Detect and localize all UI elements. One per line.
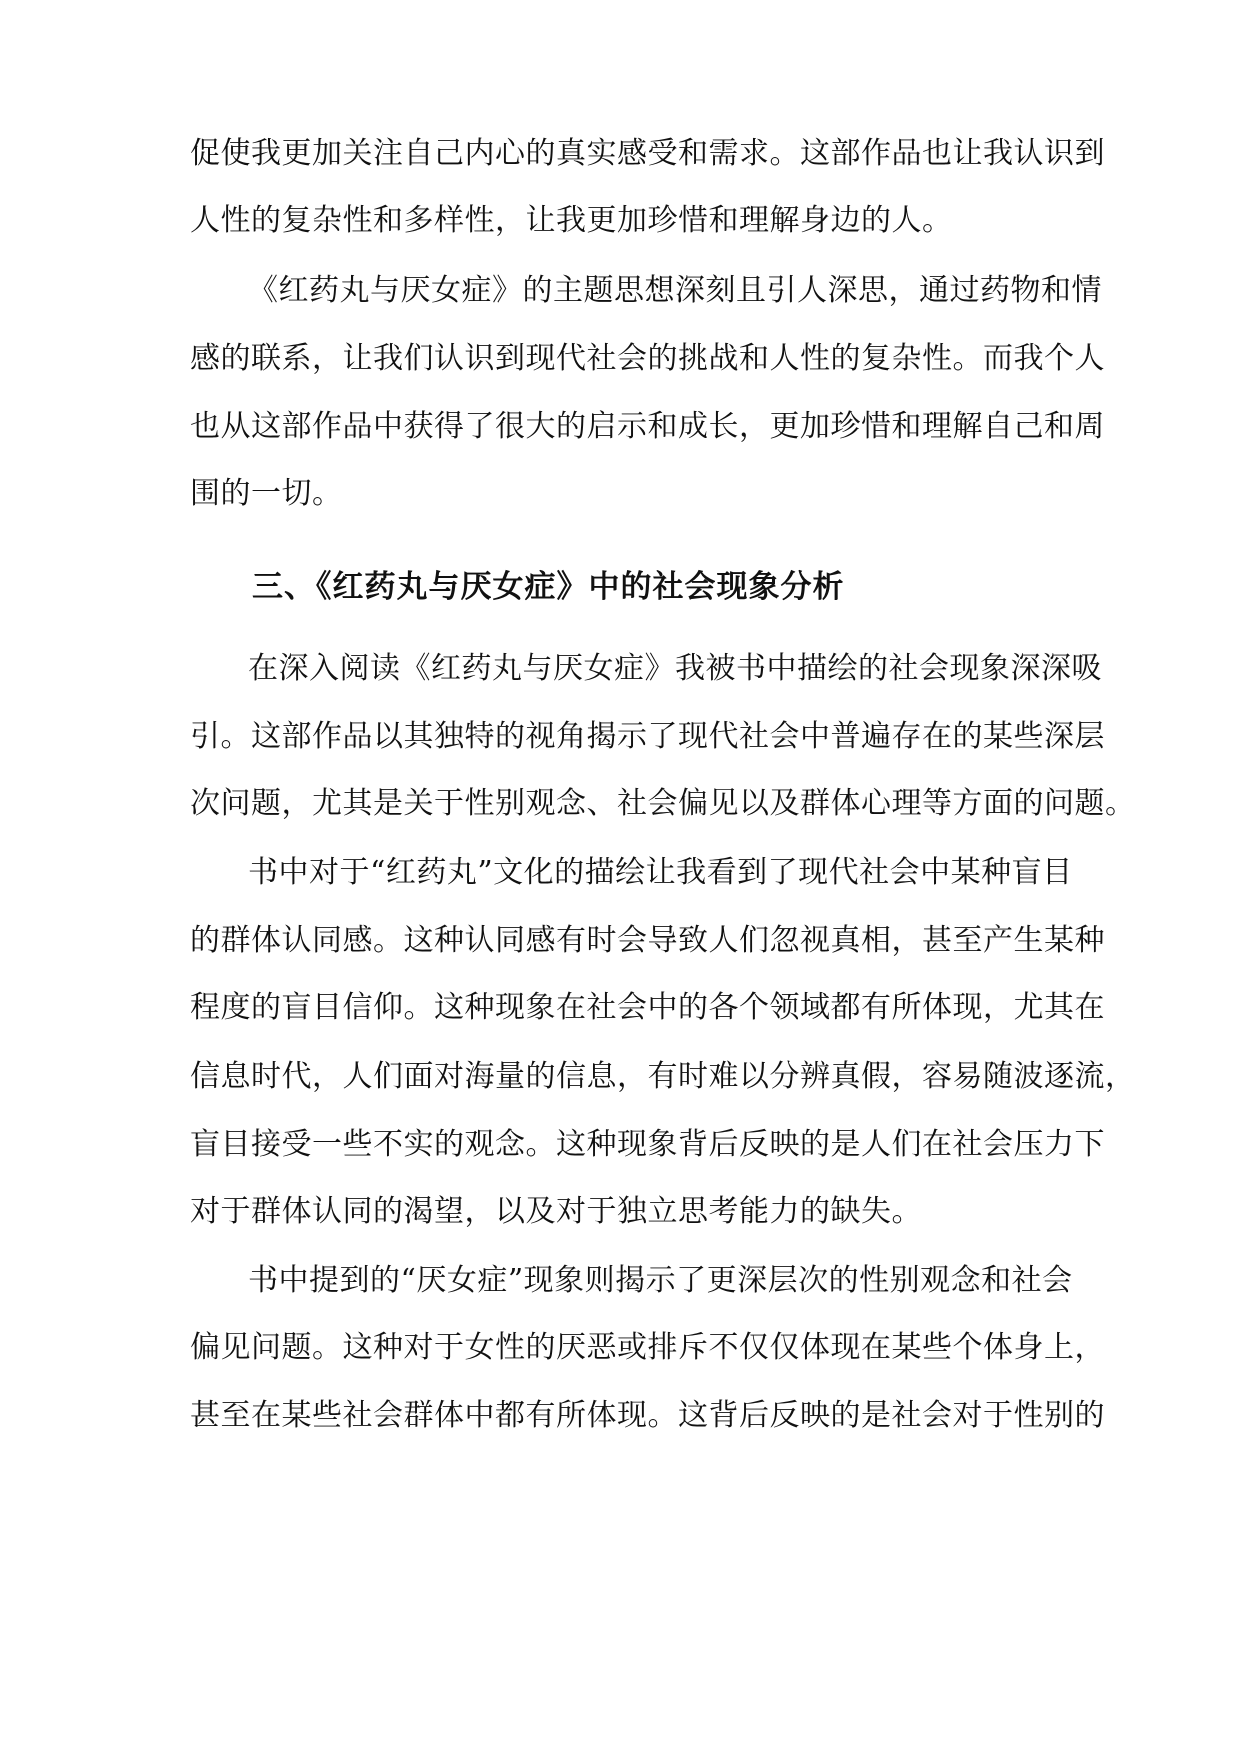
paragraph-line: 程度的盲目信仰。这种现象在社会中的各个领域都有所体现，尤其在 (190, 990, 1105, 1025)
paragraph-line: 书中提到的“厌女症”现象则揭示了更深层次的性别观念和社会 (248, 1263, 1073, 1298)
paragraph-line: 的群体认同感。这种认同感有时会导致人们忽视真相，甚至产生某种 (190, 923, 1105, 958)
paragraph-line: 对于群体认同的渴望，以及对于独立思考能力的缺失。 (190, 1194, 922, 1229)
paragraph-line: 偏见问题。这种对于女性的厌恶或排斥不仅仅体现在某些个体身上， (190, 1330, 1105, 1365)
paragraph-line: 也从这部作品中获得了很大的启示和成长，更加珍惜和理解自己和周 (190, 409, 1105, 444)
paragraph-line: 在深入阅读《红药丸与厌女症》我被书中描绘的社会现象深深吸 (248, 651, 1102, 686)
section-heading: 三、《红药丸与厌女症》中的社会现象分析 (252, 569, 845, 605)
paragraph-line: 《红药丸与厌女症》的主题思想深刻且引人深思，通过药物和情 (248, 273, 1102, 308)
paragraph-line: 感的联系，让我们认识到现代社会的挑战和人性的复杂性。而我个人 (190, 341, 1105, 376)
paragraph-line: 人性的复杂性和多样性，让我更加珍惜和理解身边的人。 (190, 203, 953, 238)
paragraph-line: 书中对于“红药丸”文化的描绘让我看到了现代社会中某种盲目 (248, 855, 1073, 890)
paragraph-line: 促使我更加关注自己内心的真实感受和需求。这部作品也让我认识到 (190, 136, 1105, 171)
paragraph-line: 次问题，尤其是关于性别观念、社会偏见以及群体心理等方面的问题。 (190, 786, 1136, 821)
paragraph-line: 围的一切。 (190, 476, 343, 511)
paragraph-line: 甚至在某些社会群体中都有所体现。这背后反映的是社会对于性别的 (190, 1398, 1105, 1433)
paragraph-line: 盲目接受一些不实的观念。这种现象背后反映的是人们在社会压力下 (190, 1127, 1105, 1162)
paragraph-line: 信息时代，人们面对海量的信息，有时难以分辨真假，容易随波逐流， (190, 1059, 1136, 1094)
paragraph-line: 引。这部作品以其独特的视角揭示了现代社会中普遍存在的某些深层 (190, 719, 1105, 754)
